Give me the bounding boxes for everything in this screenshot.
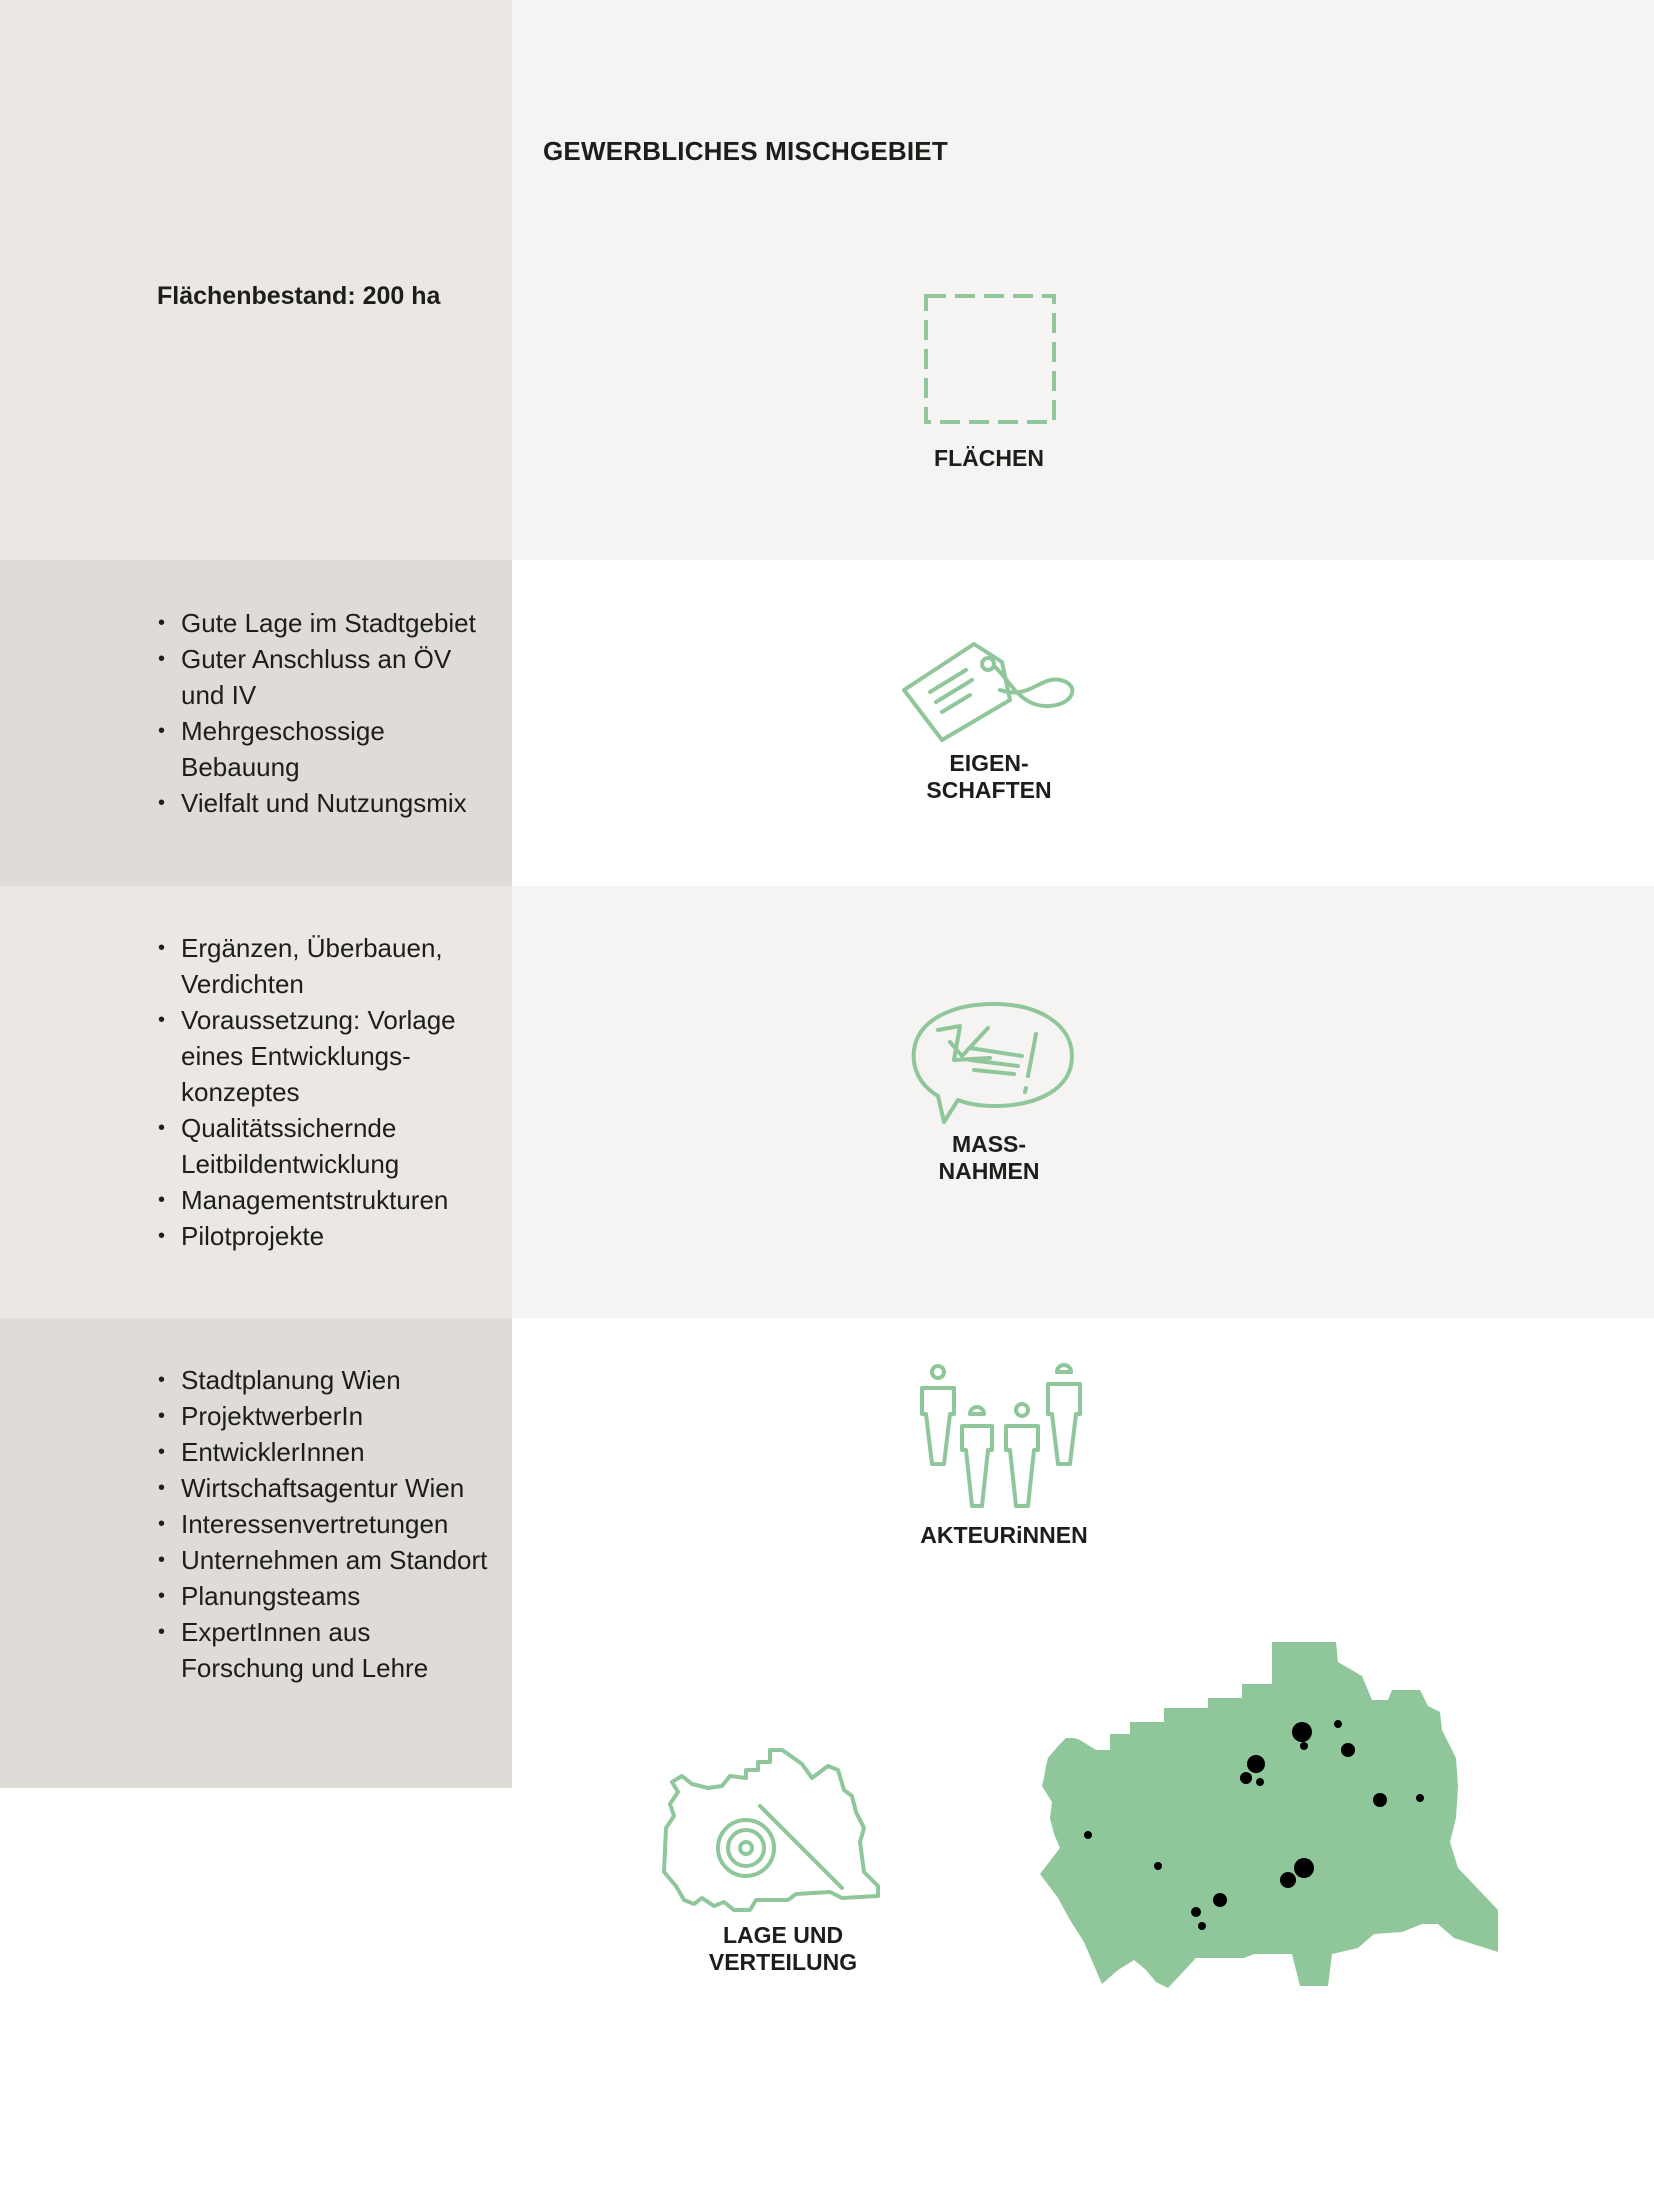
list-item: • Guter Anschluss an ÖV und IV [158,641,498,713]
tag-icon [900,640,1084,740]
eigenschaften-list [158,605,498,821]
flaechen-label: FLÄCHEN [934,445,1044,471]
right-panel [512,886,1654,1318]
flaechenbestand-text: Flächenbestand: 200 ha [157,282,441,310]
people-icon [918,1360,1084,1512]
right-panel [512,0,1654,560]
list-item: • Pilotprojekte [158,1218,498,1254]
page-title: GEWERBLICHES MISCHGEBIET [543,136,948,166]
list-item: • Mehrgeschossige Bebauung [158,713,498,785]
list-item: • Interessenvertretungen [158,1506,498,1542]
dashed-square-icon [924,294,1056,424]
list-item: • ProjektwerberIn [158,1398,498,1434]
massnahmen-label: MASS- NAHMEN [938,1131,1040,1184]
list-item: • Wirtschaftsagentur Wien [158,1470,498,1506]
speech-bubble-icon [910,1000,1075,1125]
list-item: • Qualitätssichernde Leitbildentwicklung [158,1110,498,1182]
list-item: • Stadtplanung Wien [158,1362,498,1398]
list-item: • Voraussetzung: Vorlage eines Entwicklungs-konzeptes [158,1002,498,1110]
list-item: • ExpertInnen aus Forschung und Lehre [158,1614,498,1686]
list-item: • Gute Lage im Stadtgebiet [158,605,498,641]
massnahmen-list [158,930,498,1254]
akteurinnen-label: AKTEURiNNEN [920,1522,1088,1548]
list-item: • Managementstrukturen [158,1182,498,1218]
list-item: • Ergänzen, Überbauen, Verdichten [158,930,498,1002]
vienna-map-icon [1040,1642,1498,1990]
left-panel [0,0,512,560]
list-item: • Unternehmen am Standort [158,1542,498,1578]
akteurinnen-list [158,1362,498,1686]
vienna-target-icon [662,1746,882,1918]
list-item: • EntwicklerInnen [158,1434,498,1470]
eigenschaften-label: EIGEN- SCHAFTEN [926,750,1052,803]
lage-label: LAGE UND VERTEILUNG [708,1922,858,1975]
list-item: • Vielfalt und Nutzungsmix [158,785,498,821]
list-item: • Planungsteams [158,1578,498,1614]
